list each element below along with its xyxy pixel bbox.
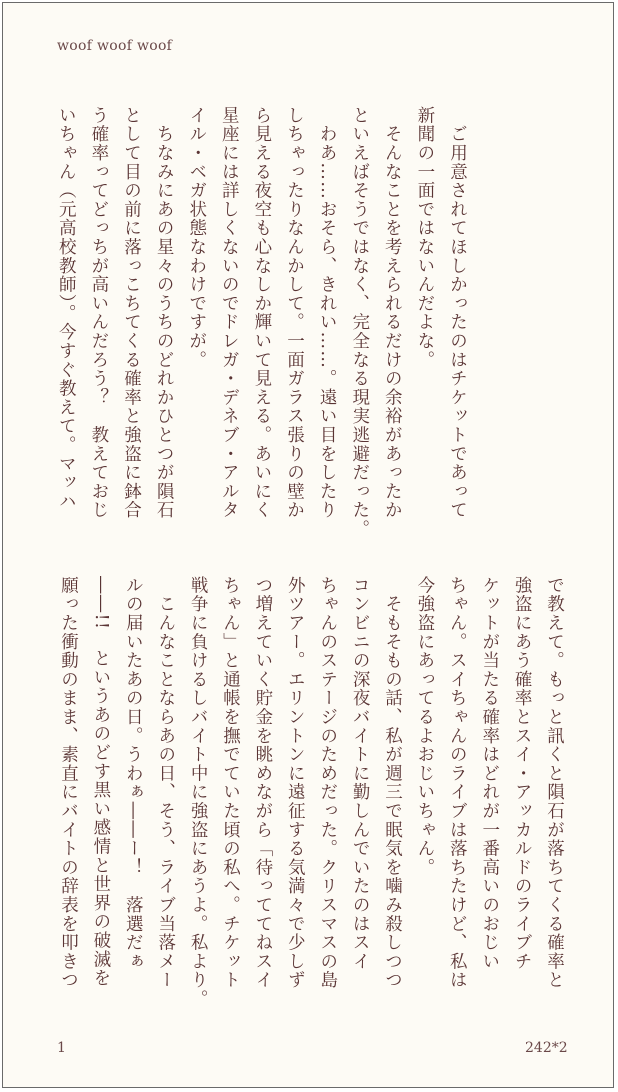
text-line: ちゃんのステージのためだった。クリスマスの島	[317, 576, 338, 990]
text-line: 外ツアー。エリントンに遠征する気満々で少しず	[285, 576, 306, 990]
text-line: として目の前に落っこちてくる確率と強盗に鉢合	[121, 106, 142, 520]
page-header-title: woof woof woof	[57, 38, 173, 54]
text-line: 強盗にあう確率とスイ・アッカルドのライブチ	[512, 576, 533, 971]
text-line: ――!! というあのどす黒い感情と世界の破滅を	[90, 576, 111, 988]
page-number: 1	[57, 1040, 66, 1056]
text-line: ルの届いたあの日。うわぁ――ー！ 落選だぁ	[123, 576, 144, 971]
text-line: ら見える夜空も心なしか輝いて見える。あいにく	[251, 106, 272, 520]
text-line: で教えて。もっと訊くと隕石が落ちてくる確率と	[544, 576, 565, 990]
text-line: いちゃん（元高校教師）。今すぐ教えて。マッハ	[56, 106, 77, 511]
text-line: ちなみにあの星々のうちのどれかひとつが隕石	[154, 106, 175, 520]
text-line: つ増えていく貯金を眺めながら「待っててねスイ	[252, 576, 273, 990]
text-line: 今強盗にあってるよおじいちゃん。	[414, 576, 435, 877]
text-line: こんなことならあの日、そう、ライブ当落メー	[155, 576, 176, 990]
page-code: 242*2	[525, 1040, 568, 1056]
text-line: 願った衝動のまま、素直にバイトの辞表を叩きつ	[58, 576, 79, 990]
text-line: 星座には詳しくないのでドレガ・デネブ・アルタ	[219, 106, 240, 520]
text-line: わあ……おそら、きれい……。遠い目をしたり	[317, 106, 338, 520]
text-line: そもそもの話、私が週三で眠気を噛み殺しつつ	[382, 576, 403, 990]
text-line: そんなことを考えられるだけの余裕があったか	[382, 106, 403, 520]
novel-page	[2, 2, 614, 1088]
text-line: ちゃん。スイちゃんのライブは落ちたけど、私は	[447, 576, 468, 990]
text-line: 新聞の一面ではないんだよな。	[414, 106, 435, 370]
text-line: う確率ってどっちが高いんだろう？ 教えておじ	[88, 106, 109, 520]
text-line: しちゃったりなんかして。一面ガラス張りの壁か	[284, 106, 305, 520]
text-line: ケットが当たる確率はどれが一番高いのおじい	[479, 576, 500, 971]
text-line: ちゃん」と通帳を撫でていた頃の私へ。チケット	[220, 576, 241, 990]
text-line: ご用意されてほしかったのはチケットであって	[447, 106, 468, 520]
text-line: イル・ベガ状態なわけですが。	[186, 106, 207, 370]
text-line: コンビニの深夜バイトに勤しんでいたのはスイ	[350, 576, 371, 971]
text-line: といえばそうではなく、完全なる現実逃避だった。	[349, 106, 370, 539]
text-line: 戦争に負けるしバイト中に強盗にあうよ。私より。	[188, 576, 209, 1009]
